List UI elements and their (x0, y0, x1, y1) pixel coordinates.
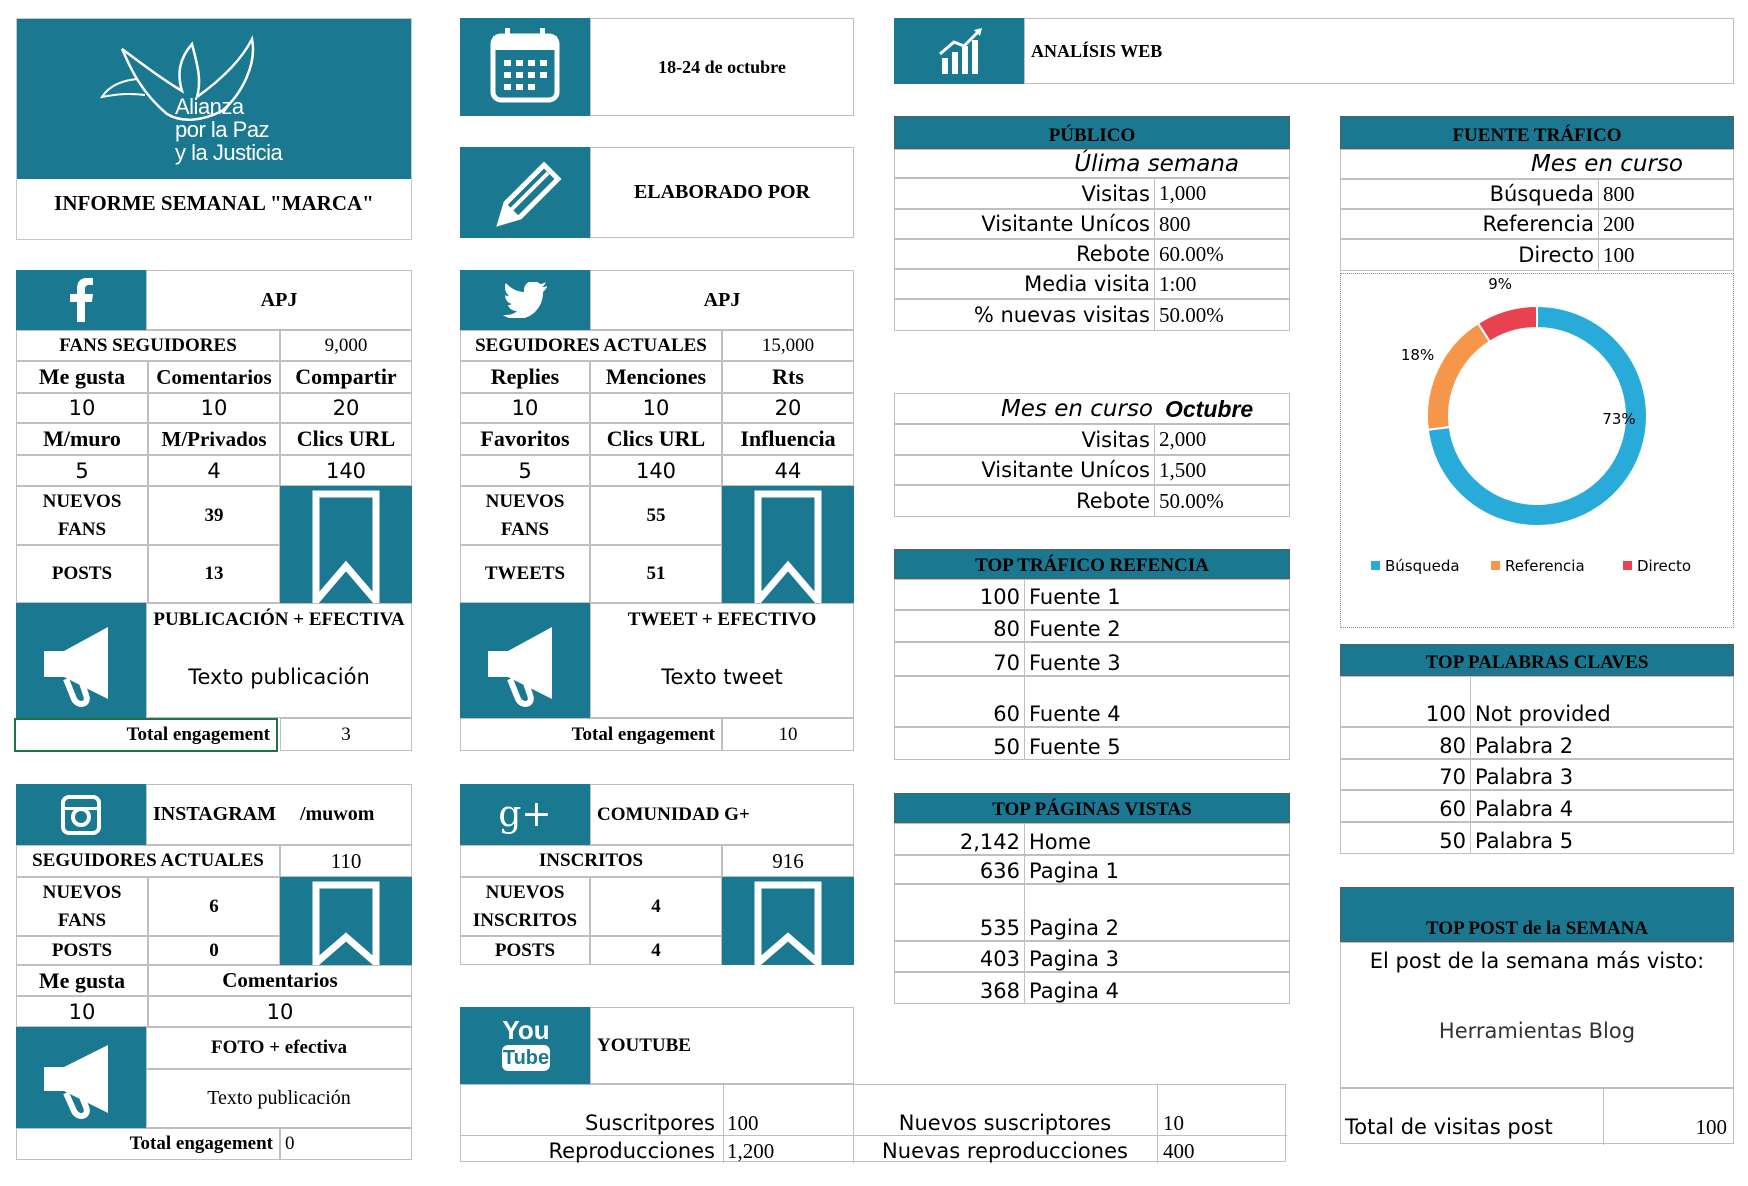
publico-header: PÚBLICO (894, 116, 1290, 149)
row-value: 1,500 (1159, 457, 1207, 482)
youtube-new-plays-label: Nuevas reproducciones (882, 1139, 1128, 1163)
facebook-value-private: 4 (148, 455, 280, 486)
row-label: Búsqueda (1341, 180, 1599, 208)
instagram-header-likes: Me gusta (16, 965, 148, 996)
top-trafico-row (894, 676, 1290, 727)
row-label: Palabra 4 (1475, 797, 1574, 821)
facebook-icon-tile (16, 270, 146, 330)
top-paginas-row (894, 823, 1290, 855)
row-label: Rebote (895, 486, 1155, 516)
fuente-row (1340, 239, 1734, 271)
youtube-logo-bottom: Tube (502, 1047, 550, 1069)
twitter-bookmark-tile (722, 486, 854, 603)
bookmark-icon (280, 486, 412, 603)
twitter-value-clicks: 140 (590, 455, 722, 486)
row-label: Pagina 4 (1029, 979, 1119, 1003)
youtube-new-subs-value: 10 (1163, 1111, 1184, 1135)
twitter-tweets-label: TWEETS (460, 545, 590, 603)
youtube-name: YOUTUBE (590, 1007, 854, 1084)
publico-row (894, 209, 1290, 239)
top-post-subtitle: El post de la semana más visto: (1369, 949, 1705, 973)
facebook-header-clicks: Clics URL (280, 423, 412, 455)
youtube-plays-value: 1,200 (727, 1139, 775, 1163)
fuente-row (1340, 209, 1734, 239)
instagram-new-fans-value: 6 (148, 877, 280, 936)
twitter-best-tweet-label: TWEET + EFECTIVO (590, 603, 854, 636)
logo-banner (17, 19, 411, 179)
bookmark-icon (280, 877, 412, 965)
row-value: 1,000 (1159, 181, 1207, 205)
legend-swatch (1371, 561, 1380, 570)
gplus-new-value: 4 (590, 877, 722, 936)
legend-entry: Directo (1637, 557, 1692, 575)
row-value: 100 (1341, 677, 1471, 726)
gplus-icon-tile (460, 784, 590, 845)
instagram-megaphone-tile (16, 1027, 146, 1128)
top-post-body (1340, 942, 1734, 1088)
facebook-best-post-text: Texto publicación (146, 636, 412, 718)
facebook-new-fans-label: NUEVOS FANS (16, 486, 148, 545)
instagram-posts-value: 0 (148, 936, 280, 965)
row-value: 636 (895, 856, 1025, 883)
facebook-header-comments: Comentarios (148, 361, 280, 393)
publico-row (894, 299, 1290, 331)
gplus-new-label: NUEVOS INSCRITOS (460, 877, 590, 936)
logo-text-line2: por la Paz (175, 117, 270, 142)
facebook-header-likes: Me gusta (16, 361, 148, 393)
twitter-icon-tile (460, 270, 590, 330)
youtube-new-plays-value: 400 (1163, 1139, 1195, 1163)
instagram-engagement-label: Total engagement (16, 1128, 280, 1160)
row-label: Referencia (1341, 210, 1599, 238)
facebook-account-name: APJ (146, 270, 412, 330)
mes-month: Octubre (1165, 396, 1254, 422)
author-label: ELABORADO POR (590, 147, 854, 238)
row-value: 100 (1603, 242, 1635, 267)
row-label: Visitas (895, 425, 1155, 454)
row-label: Not provided (1475, 702, 1611, 726)
twitter-header-influence: Influencia (722, 423, 854, 455)
row-label: Fuente 4 (1029, 702, 1121, 726)
twitter-header-mentions: Menciones (590, 361, 722, 393)
twitter-engagement-value: 10 (722, 718, 854, 751)
gplus-bookmark-tile (722, 877, 854, 965)
facebook-value-shares: 20 (280, 393, 412, 423)
youtube-subs-value: 100 (727, 1111, 759, 1135)
mes-row (894, 485, 1290, 517)
mes-row (894, 424, 1290, 455)
instagram-fans-label: SEGUIDORES ACTUALES (16, 845, 280, 877)
palabras-header: TOP PALABRAS CLAVES (1340, 644, 1734, 676)
twitter-megaphone-tile (460, 603, 590, 718)
megaphone-icon (460, 603, 590, 718)
row-value: 50.00% (1159, 302, 1224, 327)
twitter-new-fans-label: NUEVOS FANS (460, 486, 590, 545)
top-post-name: Herramientas Blog (1438, 1019, 1636, 1043)
palabras-row (1340, 759, 1734, 790)
fuente-row (1340, 179, 1734, 209)
row-label: Palabra 2 (1475, 734, 1574, 758)
row-value: 50.00% (1159, 488, 1224, 513)
youtube-plays-label: Reproducciones (548, 1139, 715, 1163)
row-value: 50 (895, 728, 1025, 759)
row-label: Palabra 3 (1475, 765, 1574, 789)
instagram-posts-label: POSTS (16, 936, 148, 965)
facebook-header-shares: Compartir (280, 361, 412, 393)
gplus-name: COMUNIDAD G+ (590, 784, 854, 845)
legend-swatch (1491, 561, 1500, 570)
row-label: Pagina 2 (1029, 916, 1119, 940)
facebook-bookmark-tile (280, 486, 412, 603)
row-value: 2,000 (1159, 427, 1207, 451)
top-post-total (1340, 1088, 1734, 1144)
bookmark-icon (722, 486, 854, 603)
facebook-new-fans-value: 39 (148, 486, 280, 545)
row-label: Directo (1341, 240, 1599, 270)
facebook-posts-label: POSTS (16, 545, 148, 603)
instagram-value-comments: 10 (148, 996, 412, 1027)
gplus-fans-label: INSCRITOS (460, 845, 722, 877)
row-label: % nuevas visitas (895, 300, 1155, 330)
row-value: 200 (1603, 211, 1635, 236)
twitter-value-rts: 20 (722, 393, 854, 423)
palabras-row (1340, 727, 1734, 759)
twitter-account-name: APJ (590, 270, 854, 330)
twitter-icon (460, 270, 590, 330)
top-post-header: TOP POST de la SEMANA (1340, 887, 1734, 942)
instagram-header-comments: Comentarios (148, 965, 412, 996)
facebook-posts-value: 13 (148, 545, 280, 603)
twitter-new-fans-value: 55 (590, 486, 722, 545)
top-post-total-label: Total de visitas post (1345, 1115, 1553, 1139)
top-trafico-row (894, 727, 1290, 760)
publico-row (894, 178, 1290, 209)
instagram-icon (16, 784, 146, 845)
row-label: Fuente 2 (1029, 617, 1121, 641)
row-label: Palabra 5 (1475, 829, 1574, 853)
row-label: Rebote (895, 240, 1155, 268)
report-title: INFORME SEMANAL "MARCA" (54, 191, 374, 215)
top-post-total-value: 100 (1695, 1115, 1727, 1139)
instagram-best-photo-label: FOTO + efectiva (146, 1027, 412, 1069)
twitter-value-mentions: 10 (590, 393, 722, 423)
top-trafico-header: TOP TRÁFICO REFENCIA (894, 549, 1290, 579)
publico-row (894, 239, 1290, 269)
top-paginas-row (894, 972, 1290, 1004)
facebook-fans-label: FANS SEGUIDORES (16, 330, 280, 361)
facebook-best-post-label: PUBLICACIÓN + EFECTIVA (146, 603, 412, 636)
megaphone-icon (16, 1027, 146, 1128)
twitter-header-favorites: Favoritos (460, 423, 590, 455)
facebook-value-likes: 10 (16, 393, 148, 423)
donut-slice-directo (1478, 306, 1537, 342)
pencil-tile (460, 147, 590, 238)
pencil-icon (460, 147, 590, 238)
calendar-icon (460, 18, 590, 116)
donut-svg (1341, 274, 1733, 627)
row-value: 70 (895, 643, 1025, 675)
facebook-header-private: M/Privados (148, 423, 280, 455)
row-value: 800 (1159, 211, 1191, 236)
instagram-header (146, 784, 412, 845)
legend-entry: Búsqueda (1385, 557, 1460, 575)
twitter-value-influence: 44 (722, 455, 854, 486)
row-value: 535 (895, 885, 1025, 940)
google-plus-icon: g+ (498, 794, 552, 835)
legend-entry: Referencia (1505, 557, 1585, 575)
youtube-logo-top: You (502, 1015, 550, 1045)
youtube-icon (502, 1015, 550, 1075)
twitter-value-replies: 10 (460, 393, 590, 423)
row-value: 100 (895, 580, 1025, 609)
top-trafico-row (894, 610, 1290, 642)
date-range: 18-24 de octubre (590, 18, 854, 116)
row-value: 368 (895, 973, 1025, 1003)
twitter-header-rts: Rts (722, 361, 854, 393)
row-value: 403 (895, 942, 1025, 971)
facebook-header-wall: M/muro (16, 423, 148, 455)
twitter-fans-value: 15,000 (722, 330, 854, 361)
megaphone-icon (16, 603, 146, 718)
twitter-engagement-label: Total engagement (460, 718, 722, 751)
legend-swatch (1623, 561, 1632, 570)
publico-row (894, 269, 1290, 299)
palabras-row (1340, 822, 1734, 854)
donut-label: 18% (1400, 345, 1435, 364)
row-value: 80 (895, 611, 1025, 641)
fuente-header: FUENTE TRÁFICO (1340, 116, 1734, 149)
facebook-engagement-label[interactable]: Total engagement (14, 718, 278, 752)
facebook-icon (16, 270, 146, 330)
bar-chart-icon (894, 18, 1024, 84)
row-label: Fuente 3 (1029, 651, 1121, 675)
gplus-posts-value: 4 (590, 936, 722, 965)
row-label: Fuente 5 (1029, 735, 1121, 759)
calendar-tile (460, 18, 590, 116)
youtube-stats (460, 1084, 1286, 1162)
top-paginas-row (894, 941, 1290, 972)
youtube-icon-tile (460, 1007, 590, 1084)
top-paginas-header: TOP PÁGINAS VISTAS (894, 793, 1290, 823)
traffic-donut-chart (1340, 273, 1734, 628)
mes-period: Mes en curso (1000, 396, 1153, 422)
mes-header (894, 393, 1290, 424)
donut-label: 73% (1602, 410, 1636, 428)
instagram-new-fans-label: NUEVOS FANS (16, 877, 148, 936)
row-value: 80 (1341, 728, 1471, 758)
facebook-engagement-value: 3 (280, 718, 412, 751)
top-trafico-row (894, 642, 1290, 676)
twitter-header-replies: Replies (460, 361, 590, 393)
row-label: Fuente 1 (1029, 585, 1121, 609)
twitter-fans-label: SEGUIDORES ACTUALES (460, 330, 722, 361)
row-label: Visitante Unícos (895, 210, 1155, 238)
analytics-tile (894, 18, 1024, 84)
web-analysis-title: ANALÍSIS WEB (1024, 18, 1734, 84)
facebook-fans-value: 9,000 (280, 330, 412, 361)
row-value: 60 (1341, 791, 1471, 821)
facebook-value-wall: 5 (16, 455, 148, 486)
instagram-value-likes: 10 (16, 996, 148, 1027)
row-label: Pagina 3 (1029, 947, 1119, 971)
logo-text-line1: Alianza (175, 94, 244, 119)
row-value: 70 (1341, 760, 1471, 789)
gplus-posts-label: POSTS (460, 936, 590, 965)
twitter-tweets-value: 51 (590, 545, 722, 603)
youtube-subs-label: Suscritpores (584, 1111, 715, 1135)
top-paginas-row (894, 884, 1290, 941)
palabras-row (1340, 676, 1734, 727)
instagram-best-photo-text: Texto publicación (146, 1069, 412, 1128)
row-value: 2,142 (895, 824, 1025, 854)
mes-row (894, 455, 1290, 485)
instagram-fans-value: 110 (280, 845, 412, 877)
instagram-name: INSTAGRAM (153, 803, 276, 825)
instagram-engagement-value: 0 (280, 1128, 412, 1160)
palabras-row (1340, 790, 1734, 822)
row-label: Visitas (895, 179, 1155, 208)
instagram-handle: /muwom (299, 803, 375, 825)
instagram-bookmark-tile (280, 877, 412, 965)
row-value: 60.00% (1159, 241, 1224, 266)
row-value: 60 (895, 677, 1025, 726)
top-paginas-row (894, 855, 1290, 884)
fuente-period: Mes en curso (1340, 149, 1734, 179)
brand-card (16, 18, 412, 240)
row-label: Home (1029, 830, 1092, 854)
facebook-value-comments: 10 (148, 393, 280, 423)
twitter-header-clicks: Clics URL (590, 423, 722, 455)
row-value: 1:00 (1159, 271, 1197, 296)
top-trafico-row (894, 579, 1290, 610)
row-label: Visitante Unícos (895, 456, 1155, 484)
facebook-megaphone-tile (16, 603, 146, 718)
twitter-best-tweet-text: Texto tweet (590, 636, 854, 718)
row-value: 800 (1603, 181, 1635, 206)
twitter-value-favorites: 5 (460, 455, 590, 486)
facebook-value-clicks: 140 (280, 455, 412, 486)
logo-text-line3: y la Justicia (175, 140, 283, 165)
donut-slice-referencia (1427, 323, 1490, 430)
donut-label: 9% (1488, 275, 1513, 294)
youtube-new-subs-label: Nuevos suscriptores (898, 1111, 1112, 1135)
row-label: Pagina 1 (1029, 859, 1119, 883)
row-label: Media visita (895, 270, 1155, 298)
publico-period: Úlima semana (894, 149, 1290, 178)
row-value: 50 (1341, 823, 1471, 853)
bookmark-icon (722, 877, 854, 965)
instagram-icon-tile (16, 784, 146, 845)
gplus-fans-value: 916 (722, 845, 854, 877)
